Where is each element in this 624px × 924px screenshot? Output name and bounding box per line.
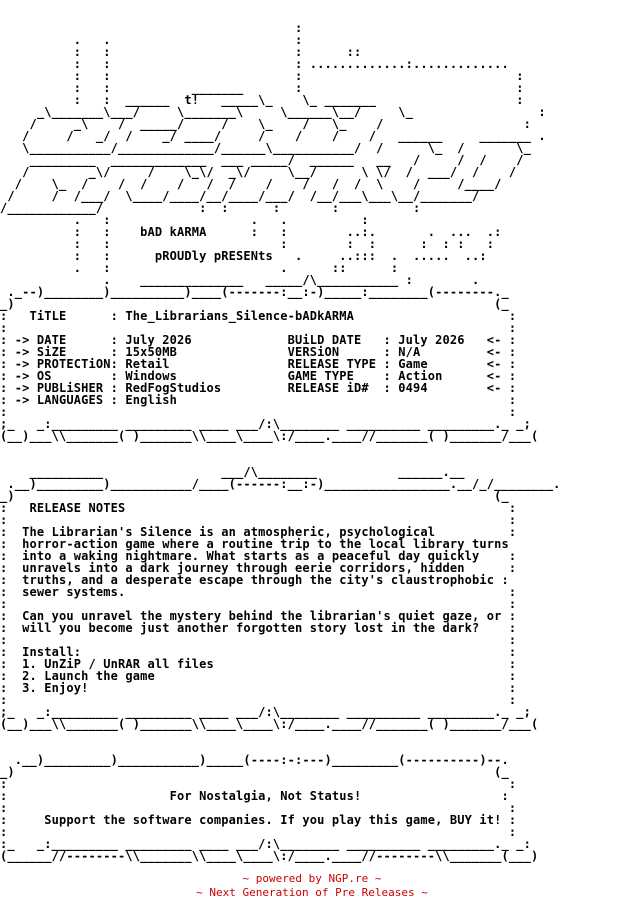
nfo-line: .__)_________)___________/____(------:__:-)_________________.__/_/________. [0, 477, 561, 491]
nfo-line: : sewer systems. : [0, 585, 517, 599]
nfo-line: : TiTLE : The_Librarians_Silence-bADkARMA : [0, 309, 517, 323]
nfo-line: : : [0, 513, 517, 527]
nfo-line: (______//--------\\_______\\____\____\:/____.____//--------\\_______(___) [0, 849, 539, 863]
nfo-line: : -> LANGUAGES : English : [0, 393, 517, 407]
nfo-ascii-art [0, 22, 560, 862]
footer-tagline [0, 886, 624, 900]
nfo-line: : -> DATE : July 2026 BUiLD DATE : July 2026 <- : [0, 333, 517, 347]
nfo-line: : : pROUDly pRESENts . ..::: . ..... ..: [0, 249, 487, 263]
nfo-line: . ______________ _____/\___________ : . [0, 273, 480, 287]
nfo-line: : For Nostalgia, Not Status! : [0, 789, 509, 803]
nfo-line: : 1. UnZiP / UnRAR all files : [0, 657, 517, 671]
nfo-line: / _\ / _____/ / \_ / \_ / : [0, 117, 531, 131]
nfo-line: : unravels into a dark journey through eerie corridors, hidden : [0, 561, 517, 575]
nfo-line: : : : .............:............. [0, 57, 509, 71]
nfo-line: : : : : [0, 69, 524, 83]
nfo-line: : 2. Launch the game : [0, 669, 517, 683]
nfo-line: : will you become just another forgotten story lost in the dark? : [0, 621, 517, 635]
nfo-line: / \_ / / / / / / / / / / \ / /____/ [0, 177, 502, 191]
nfo-line: . . : [0, 33, 303, 47]
nfo-line: : into a waking nightmare. What starts as a peaceful day quickly : [0, 549, 517, 563]
nfo-line: _\_______\___/ \_______\ \______\__/ \_ : [0, 105, 546, 119]
nfo-line: : -> PROTECTiON: Retail RELEASE TYPE : Game <- : [0, 357, 517, 371]
nfo-line: __________ ___/\________ ______.__ [0, 465, 465, 479]
nfo-line: : -> PUBLiSHER : RedFogStudios RELEASE iD# : 0494 <- : [0, 381, 517, 395]
nfo-line: : Can you unravel the mystery behind the librarian's quiet gaze, or : [0, 609, 517, 623]
footer-tagline-link[interactable]: ~ Next Generation of Pre Releases ~ [196, 886, 428, 899]
nfo-line: : -> OS : Windows GAME TYPE : Action <- : [0, 369, 517, 383]
nfo-line: : truths, and a desperate escape through the city's claustrophobic : [0, 573, 509, 587]
nfo-line: (__)___\\_______( )_______\\____\____\:/____.____//_______( )_______/___( [0, 717, 539, 731]
nfo-line: : : ______ t! _____\_ \_ _______ : [0, 93, 524, 107]
nfo-line: : Install: : [0, 645, 517, 659]
nfo-line: ;_ _:_________ _________ ____ ___/:\________ __________ _________._ _; [0, 417, 531, 431]
nfo-line: ;_ _:_________ _________ ____ ___/:\________ __________ _________._ _; [0, 705, 531, 719]
nfo-line: : 3. Enjoy! : [0, 681, 517, 695]
nfo-line: / _\/ / \_\/ _\/ \__/ \ \/ / ___/ / / [0, 165, 517, 179]
nfo-line: : horror-action game where a routine trip to the local library turns [0, 537, 509, 551]
nfo-line: _) (_ [0, 765, 509, 779]
nfo-line: : Support the software companies. If you play this game, BUY it! : [0, 813, 517, 827]
nfo-line: :_ _:_________ _________ ____ ___/:\________ __________ _________._ _: [0, 837, 531, 851]
nfo-line: : -> SiZE : 15x50MB VERSiON : N/A <- : [0, 345, 517, 359]
nfo-line: . : . :: : [0, 261, 399, 275]
nfo-line: _) (_ [0, 297, 509, 311]
nfo-line: : : [0, 825, 517, 839]
nfo-line: / / _/ / _/ ____/ / / / / ______ _______ . [0, 129, 546, 143]
nfo-line: _) (_ [0, 489, 509, 503]
nfo-line: . : . . : [0, 213, 369, 227]
nfo-line: : [0, 21, 303, 35]
nfo-line: ._--)________)__________)____(-------:__:-)_____:________(--------._ [0, 285, 509, 299]
nfo-line: : : bAD kARMA : : ..:. . ... .: [0, 225, 502, 239]
nfo-line: (__)___\\_______( )_______\\____\____\:/____.____//_______( )_______/___( [0, 429, 539, 443]
nfo-line: .__)_________)___________)_____(----:-:---)_________(----------)--. [0, 753, 509, 767]
nfo-line: : : [0, 693, 517, 707]
nfo-line: : : : :: [0, 45, 362, 59]
nfo-line: : : [0, 633, 517, 647]
nfo-line: _________ _____________ ___ _____/ ______ __ / / / / [0, 153, 524, 167]
nfo-line: : : _______ : : [0, 81, 524, 95]
nfo-line: : : [0, 801, 517, 815]
nfo-line: /____________/ : : : : : [0, 201, 421, 215]
nfo-line: : RELEASE NOTES : [0, 501, 517, 515]
nfo-line: : : [0, 777, 517, 791]
nfo-line: \___________/_____________/______\___________/ / \_ / \_ [0, 141, 531, 155]
nfo-line: : : [0, 321, 517, 335]
nfo-line: : The Librarian's Silence is an atmospheric, psychological : [0, 525, 517, 539]
nfo-line: : : [0, 597, 517, 611]
nfo-line: : : [0, 405, 517, 419]
nfo-line: / / /___/ \____/____/__/____/___/ /__/___\___\__/_______/ [0, 189, 480, 203]
footer-powered-by-link[interactable]: ~ powered by NGP.re ~ [242, 872, 382, 885]
footer-powered-by [0, 872, 624, 886]
nfo-line: : : : : : : : : : [0, 237, 495, 251]
